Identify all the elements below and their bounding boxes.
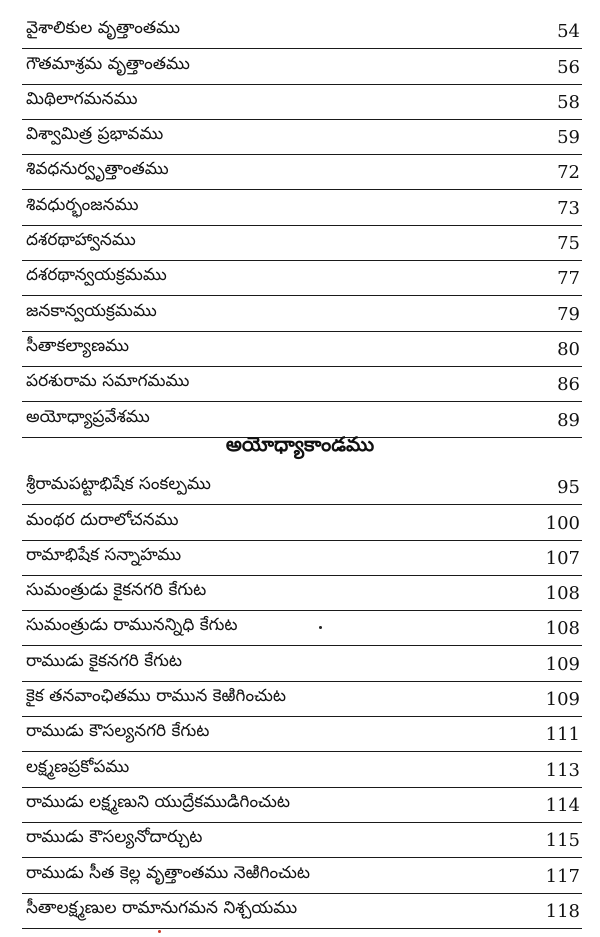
toc-entry xyxy=(22,823,582,858)
toc-entry-page-number: 75 xyxy=(557,233,580,255)
toc-entry xyxy=(22,611,582,646)
toc-entry-title: గౌతమాశ్రమ వృత్తాంతము xyxy=(26,53,190,74)
toc-entry-page-number: 111 xyxy=(545,724,580,746)
toc-entry-page-number: 108 xyxy=(545,618,580,640)
toc-entry-page-number: 100 xyxy=(545,512,580,534)
section-heading: అయోధ్యాకాండము xyxy=(225,432,375,456)
toc-entry xyxy=(22,261,582,296)
toc-entry-page-number: 118 xyxy=(545,900,580,922)
toc-entry xyxy=(22,752,582,787)
toc-section-one xyxy=(22,14,582,438)
toc-entry-title: రాముడు కైకనగరి కేగుట xyxy=(26,650,183,671)
toc-entry xyxy=(22,505,582,540)
toc-entry-title: జనకాన్వయక్రమము xyxy=(26,300,157,321)
toc-entry-title: లక్ష్మణప్రకోపము xyxy=(26,756,130,777)
toc-section-two xyxy=(22,470,582,929)
toc-entry-title: దశరథాహ్వానము xyxy=(26,230,136,251)
toc-entry-title: అయోధ్యాప్రవేశము xyxy=(26,406,150,427)
toc-entry xyxy=(22,682,582,717)
toc-entry xyxy=(22,155,582,190)
toc-entry-page-number: 107 xyxy=(545,547,580,569)
toc-entry xyxy=(22,367,582,402)
toc-entry xyxy=(22,226,582,261)
toc-entry xyxy=(22,894,582,929)
toc-entry xyxy=(22,296,582,331)
toc-entry-page-number: 58 xyxy=(557,91,580,113)
toc-entry-title: రామాభిషేక సన్నాహము xyxy=(26,544,182,565)
toc-entry-title: సుమంత్రుడు కైకనగరి కేగుట xyxy=(26,580,207,601)
toc-entry-page-number: 115 xyxy=(545,830,580,852)
toc-entry-title: శ్రీరామపట్టాభిషేక సంకల్పము xyxy=(26,474,211,495)
toc-entry-title: దశరథాన్వయక్రమము xyxy=(26,265,167,286)
toc-entry-page-number: 86 xyxy=(557,374,580,396)
toc-entry-page-number: 95 xyxy=(557,477,580,499)
toc-entry xyxy=(22,717,582,752)
toc-entry-page-number: 117 xyxy=(545,865,580,887)
toc-entry-title: రాముడు లక్ష్మణుని యుద్రేకముడిగించుట xyxy=(26,791,290,812)
toc-entry-page-number: 59 xyxy=(557,127,580,149)
toc-entry-page-number: 109 xyxy=(545,653,580,675)
toc-entry xyxy=(22,332,582,367)
toc-entry-title: శివధనుర్వృత్తాంతము xyxy=(26,159,169,180)
toc-entry-title: మంథర దురాలోచనము xyxy=(26,509,179,530)
speck-mark xyxy=(158,930,161,933)
toc-entry xyxy=(22,470,582,505)
toc-entry-page-number: 80 xyxy=(557,338,580,360)
toc-entry xyxy=(22,190,582,225)
toc-entry-page-number: 72 xyxy=(557,162,580,184)
toc-entry-page-number: 79 xyxy=(557,303,580,325)
toc-entry-title: విశ్వామిత్ర ప్రభావము xyxy=(26,124,164,145)
toc-entry xyxy=(22,646,582,681)
toc-entry xyxy=(22,576,582,611)
toc-entry-page-number: 73 xyxy=(557,197,580,219)
toc-entry-title: శివధుర్భంజనము xyxy=(26,194,139,215)
toc-entry xyxy=(22,85,582,120)
toc-entry-title: రాముడు కౌసల్యనగరి కేగుట xyxy=(26,721,210,742)
toc-entry-page-number: 114 xyxy=(545,794,580,816)
toc-entry xyxy=(22,120,582,155)
toc-entry-page-number: 109 xyxy=(545,689,580,711)
toc-entry xyxy=(22,788,582,823)
toc-entry-page-number: 56 xyxy=(557,56,580,78)
toc-entry-title: సీతాకల్యాణము xyxy=(26,335,130,356)
toc-entry-page-number: 108 xyxy=(545,583,580,605)
toc-entry-title: పరశురామ సమాగమము xyxy=(26,371,190,392)
toc-entry-title: వైశాలికుల వృత్తాంతము xyxy=(26,18,180,39)
toc-entry xyxy=(22,858,582,893)
toc-entry xyxy=(22,49,582,84)
toc-entry-page-number: 54 xyxy=(557,21,580,43)
toc-entry-page-number: 89 xyxy=(557,409,580,431)
toc-entry-title: కైక తనవాంఛితము రామున కెఱిగించుట xyxy=(26,686,286,707)
toc-entry-title: సుమంత్రుడు రామునన్నిధి కేగుట xyxy=(26,615,238,636)
speck-mark xyxy=(319,626,322,629)
toc-entry-title: రాముడు కౌసల్యనోదార్చుట xyxy=(26,827,203,848)
toc-entry-page-number: 113 xyxy=(545,759,580,781)
toc-entry xyxy=(22,14,582,49)
toc-entry-page-number: 77 xyxy=(557,268,580,290)
toc-entry-title: సీతాలక్ష్మణుల రామానుగమన నిశ్చయము xyxy=(26,897,298,918)
toc-entry-title: రాముడు సీత కెల్ల వృత్తాంతము నెఱిగించుట xyxy=(26,862,311,883)
toc-entry xyxy=(22,541,582,576)
toc-entry-title: మిథిలాగమనము xyxy=(26,88,138,109)
